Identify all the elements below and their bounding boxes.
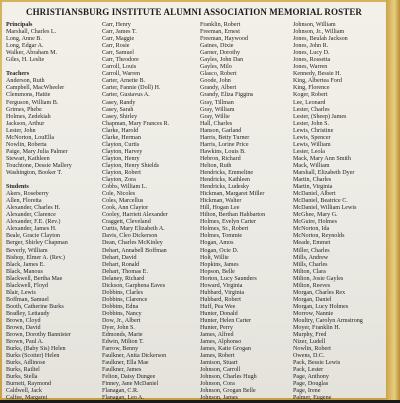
roster-name: Burnett, Raymond (6, 381, 52, 388)
roster-name: Hebron, Richard (200, 155, 241, 162)
roster-name: Milton, Clara (293, 268, 326, 275)
roster-name: Huff, Pea Wee (200, 303, 236, 310)
roster-name: Delaney, Richard (102, 275, 145, 282)
roster-name: Page, Irene (293, 388, 321, 395)
roster-column-1 (6, 22, 100, 403)
roster-name: Casey, Sarah (102, 106, 134, 113)
roster-name: Dobbins, Edna (102, 303, 139, 310)
roster-name: Koger, Robert (293, 92, 328, 99)
roster-name: James, Robert (200, 353, 235, 360)
roster-name: King, Albertea Ford (293, 78, 342, 85)
roster-name: Martin, Virginia (293, 184, 333, 191)
roster-name: Mills, Charles (293, 261, 328, 268)
roster-name: Holmes, Sr., Robert (200, 226, 249, 233)
roster-name: Holmes, Zedekiah (6, 113, 51, 120)
roster-name: James, Katie Grogan (200, 346, 251, 353)
roster-name: McDaniel, Albert (293, 191, 336, 198)
roster-name: Faulkner, Anita Dickerson (102, 353, 167, 360)
roster-name: Carr, Theodore (102, 57, 139, 64)
section-heading: Students (6, 184, 29, 191)
roster-name: Brown, David (6, 325, 41, 332)
roster-name: Faulkner, Ella Mae (102, 360, 149, 367)
roster-name: Nizer, Ludell (293, 339, 326, 346)
roster-name: Johnson, Jr., William (293, 29, 345, 36)
roster-name: Burks (Scotter) Helen (6, 353, 60, 360)
roster-name: Johnson, Cora (200, 381, 235, 388)
section-heading: Principals (6, 22, 33, 28)
roster-name: Hawkins, Louis B. (200, 148, 246, 155)
roster-name: Dobbins, Nancy (102, 310, 142, 317)
roster-name: Casey, Randy (102, 99, 136, 106)
roster-name: Burks, Railtel (6, 367, 40, 374)
roster-name: McNorton, LouElla (6, 134, 55, 141)
roster-name: Carr, Henry (102, 22, 131, 28)
roster-name: Bradley, Lettaudy (6, 310, 50, 317)
roster-name: Cooley, Harriett Alexander (102, 212, 168, 219)
roster-name: Beale, Gracie Clayton (6, 233, 60, 240)
roster-name: Finney, Jane McDaniel (102, 381, 159, 388)
roster-name: Akers, Roseberry (6, 191, 49, 198)
roster-name: Felton, Daisy Dungee (102, 374, 156, 381)
roster-name: Jamison, Stuart (200, 360, 238, 367)
roster-name: Grimes, Phebe (6, 106, 42, 113)
roster-name: Carter, Arnette B. (102, 78, 146, 85)
roster-name: Johnson, Charles Hugh (200, 374, 257, 381)
roster-name: Burks, Stella (6, 374, 38, 381)
section-heading: Teachers (6, 71, 30, 78)
roster-name: Burks, (Baby Sis) Helen (6, 346, 66, 353)
roster-name: Flanagan, Leo A. (102, 395, 144, 402)
roster-name: Brown, Dorothy Bannister (6, 332, 71, 339)
roster-name: Burks, Adlinose (6, 360, 46, 367)
roster-name: Lewis, William (293, 141, 331, 148)
roster-column-3 (200, 22, 294, 403)
roster-name: Hunter, Perry (200, 325, 233, 332)
roster-name: Lewis, Spencer (293, 134, 331, 141)
roster-name: Clayton, Curtis (102, 141, 140, 148)
roster-name: Alexander, F.E. (Rev.) (6, 219, 61, 226)
roster-name: Marshall, Elizabeth Dyer (293, 169, 355, 176)
roster-name: Clayton, Henry Shields (102, 162, 160, 169)
roster-name: Palmer, Eugene (293, 395, 332, 402)
roster-panel (2, 2, 386, 402)
roster-name: Morgan, Charles Rex (293, 289, 346, 296)
roster-name: Casey, Shirley (102, 113, 138, 120)
roster-name: Howard, Virginia (200, 282, 243, 289)
roster-name: Blackwell, Floyd (6, 282, 48, 289)
roster-name: Brown, Cloyd (6, 317, 41, 324)
roster-name: Clayton, Robert (102, 169, 141, 176)
roster-name: Freeman, Haywood (200, 36, 249, 43)
roster-name: Carr, Maggie (102, 36, 135, 43)
roster-name: Allen, Floretta (6, 198, 42, 205)
roster-name: Dow, Jr., Albert (102, 317, 141, 324)
roster-name: Milton, Reeves (293, 282, 331, 289)
roster-name: Harris, Betty Turner (200, 134, 250, 141)
roster-name: Miller, Charles (293, 247, 330, 254)
spacer (6, 64, 100, 71)
roster-title: CHRISTIANSBURG INSTITUTE ALUMNI ASSOCIATION MEMORIAL ROSTER (25, 7, 363, 17)
roster-name: Dehart, Annabell Boffman (102, 247, 167, 254)
roster-name: Morrow, Nannie (293, 310, 334, 317)
roster-name: Mack, William (293, 162, 330, 169)
roster-name: Carroll, Louis (102, 64, 137, 71)
roster-name: Hunter, Donald (200, 310, 238, 317)
roster-name: Curtis, Mary Elizabeth A. (102, 226, 165, 233)
roster-name: James, Alfred (200, 332, 234, 339)
roster-name: Milton, Josie Gayles (293, 275, 344, 282)
roster-name: Carroll, Warren (102, 71, 140, 78)
roster-name: Nowlin, Roberta (6, 141, 47, 148)
roster-name: Grandy, Albert (200, 85, 237, 92)
roster-name: Calfee, Margaret (6, 395, 48, 402)
roster-name: Jackson, Arthur (6, 120, 45, 127)
roster-name: Glasco, Robert (200, 71, 237, 78)
roster-name: Black, Manous (6, 268, 43, 275)
roster-name: Carter, Gustavus A. (102, 92, 150, 99)
roster-name: Holt, Willie (200, 254, 229, 261)
roster-name: Gayles, Milo (200, 64, 232, 71)
roster-name: Jones, John R. (293, 43, 329, 50)
roster-name: Carr, Samuel (102, 50, 134, 57)
roster-name: Jones, Rossetta (293, 57, 331, 64)
roster-name: Hill, Hogan Lee (200, 205, 240, 212)
roster-name: Boffman, Samuel (6, 296, 49, 303)
roster-name: Clayton, Zora (102, 177, 136, 184)
roster-name: Freeman, Ernest (200, 29, 240, 36)
roster-name: Nowlin, Robert (293, 346, 331, 353)
roster-name: Hickman, Margaret Miller (200, 191, 265, 198)
roster-name: Gray, Willie (200, 113, 230, 120)
roster-name: Long, Anne B. (6, 36, 42, 43)
roster-name: Blair, Lewis (6, 289, 36, 296)
roster-name: Lester, (Sheep) James (293, 113, 347, 120)
roster-name: Jones, Beulah Jackson (293, 36, 348, 43)
roster-name: Paige, Mary Julia Palmer (6, 148, 68, 155)
roster-name: Hanson, Garland (200, 127, 242, 134)
roster-name: Dehart, Ronald (102, 261, 140, 268)
roster-name: Hogan, Ocie D. (200, 247, 239, 254)
roster-name: Caldwell, Jack (6, 388, 42, 395)
roster-name: Dyer, John S. (102, 325, 135, 332)
roster-name: James, Alphonso (200, 339, 242, 346)
roster-name: Hopson, Belle (200, 268, 235, 275)
roster-name: Gaines, Dixie (200, 43, 234, 50)
roster-name: Clarke, Herman (102, 134, 141, 141)
roster-name: Pack, Lester (293, 367, 324, 374)
roster-name: Campbell, MacWheeler (6, 85, 65, 92)
roster-name: Dehart, Thomas E. (102, 268, 148, 275)
roster-name: Cook, Ann Claytor (102, 205, 149, 212)
roster-name: McDaniel, William Lewis (293, 205, 357, 212)
roster-name: Johnson, James (200, 395, 238, 402)
roster-name: Gray, William (200, 106, 235, 113)
roster-name: Moultry, Carolyn Armstrong (293, 317, 363, 324)
roster-name: Hickman, Walter (200, 198, 242, 205)
roster-name: Carr, Rosie (102, 43, 130, 50)
roster-name: Hall, Charles (200, 120, 233, 127)
roster-name: Coles, Marcellus (102, 198, 144, 205)
roster-name: Goode, John (200, 78, 231, 85)
roster-column-2 (102, 22, 196, 403)
roster-name: Clemmons, Hattie (6, 92, 51, 99)
roster-name: Clayton, Harvey (102, 148, 143, 155)
roster-name: Black, James E. (6, 261, 45, 268)
roster-name: Johnson, Carroll (200, 367, 241, 374)
roster-name: Page, Douglas (293, 381, 329, 388)
roster-name: Hendricks, Kathleen (200, 177, 251, 184)
roster-name: Dobbins, Clarence (102, 296, 148, 303)
roster-name: Edwin, Milton T. (102, 339, 144, 346)
roster-name: Gray, Tillman (200, 99, 234, 106)
roster-name: Garner, Dorothy (200, 50, 241, 57)
roster-name: Grandy, Eliza Figgins (200, 92, 254, 99)
roster-name: Ferguson, William B. (6, 99, 59, 106)
roster-name: Morgan, Lucy Holmes (293, 303, 349, 310)
roster-name: Long, Edgar A. (6, 43, 44, 50)
roster-name: Dehart, David (102, 254, 137, 261)
roster-name: Dickson, Garphena Eaves (102, 282, 166, 289)
roster-name: Morgan, Daniel (293, 296, 332, 303)
roster-name: Washington, Booker T. (6, 169, 63, 176)
roster-name: Hopkins, James (200, 261, 239, 268)
roster-name: Lester, John S. (293, 120, 329, 127)
roster-name: Craggett, Cleveland (102, 219, 151, 226)
roster-name: Hubbard, Robert (200, 296, 241, 303)
roster-name: Chapman, Mary Frances R. (102, 120, 170, 127)
roster-name: Mills, Andrew (293, 254, 329, 261)
roster-name: Murphy, Fred (293, 332, 327, 339)
roster-name: McGuire, Holmes (293, 219, 338, 226)
roster-name: Johnson, Grogan Belle (200, 388, 256, 395)
roster-name: Walker, Abraham M. (6, 50, 58, 57)
roster-name: Brown, Paul A. (6, 339, 44, 346)
roster-name: Kennedy, Bessie H. (293, 71, 342, 78)
roster-name: Jones, Warren (293, 64, 328, 71)
roster-name: Lester, Leola (293, 148, 325, 155)
roster-name: Stewart, Kathleen (6, 155, 50, 162)
roster-name: Faulkner, James (102, 367, 142, 374)
roster-name: Flanagan, C.R. (102, 388, 139, 395)
roster-name: Holmes, Evelyn Carter (200, 219, 257, 226)
roster-name: Anderson, Ruth (6, 78, 45, 85)
roster-name: Johnson, William (293, 22, 336, 28)
roster-name: Clayton, Henry (102, 155, 140, 162)
roster-name: Lester, John (6, 127, 36, 134)
roster-name: Harris, Lorine Price (200, 141, 249, 148)
roster-name: Alexander, James H. (6, 226, 57, 233)
roster-name: Pack, Bessie Lewis (293, 360, 341, 367)
roster-name: Mack, Mary Ann Smith (293, 155, 351, 162)
roster-name: Hendricks, Emmeline (200, 169, 254, 176)
roster-name: Page, Anthony (293, 374, 329, 381)
plaque-edge (386, 0, 400, 400)
roster-name: Touchtone, Dessie Mallery (6, 162, 72, 169)
roster-name: Bishop, Elmer A. (Rev.) (6, 254, 65, 261)
roster-name: Hogan, Amos (200, 240, 234, 247)
roster-name: Davis, Cleo Dickerson (102, 233, 158, 240)
roster-name: Meade, Emmet (293, 240, 331, 247)
roster-name: Hubbard, Virginia (200, 289, 245, 296)
roster-name: Gayles, John Dan (200, 57, 244, 64)
roster-name: Lewis, Christine (293, 127, 334, 134)
roster-name: Moyer, Franklin H. (293, 325, 341, 332)
roster-name: Blackwell, Bertha Mae (6, 275, 63, 282)
roster-name: McNorton, Reynolds (293, 233, 345, 240)
roster-name: Hendricks, Ludesky (200, 184, 250, 191)
roster-name: Alexander, Charles H. (6, 205, 61, 212)
roster-name: McNorton, Ida (293, 226, 330, 233)
roster-name: Lee, Leonard (293, 99, 326, 106)
roster-name: Dobbins, Clarles (102, 289, 143, 296)
roster-column-4 (293, 22, 387, 403)
roster-name: Carter, Fannie (Doll) H. (102, 85, 161, 92)
roster-name: Lester, Charles (293, 106, 330, 113)
roster-name: Martin, Charles (293, 177, 332, 184)
roster-name: Alexander, Clarence (6, 212, 56, 219)
roster-name: King, Florence (293, 85, 330, 92)
roster-name: Horton, Lucy Saunders (200, 275, 257, 282)
roster-name: Dean, Charles McKinley (102, 240, 163, 247)
roster-name: Jones, Lucy D. (293, 50, 330, 57)
roster-name: Helton, Ruth (200, 162, 232, 169)
roster-name: Franklin, Robert (200, 22, 241, 28)
roster-name: Hunter, Helen Carter (200, 317, 252, 324)
roster-name: Carr, James T. (102, 29, 137, 36)
roster-name: Beverly, William (6, 247, 48, 254)
spacer (6, 177, 100, 184)
roster-name: Edmonds, Marie (102, 332, 143, 339)
roster-name: Berger, Shirley Chapman (6, 240, 68, 247)
roster-name: Cobbs, William L. (102, 184, 148, 191)
roster-name: Clarke, Harold (102, 127, 139, 134)
roster-name: McGhee, Mary G. (293, 212, 338, 219)
roster-name: Marshall, Charles L. (6, 29, 57, 36)
roster-name: McDaniel, Beatrice C. (293, 198, 348, 205)
roster-name: Farrow, Benny (102, 346, 139, 353)
roster-name: Holmes, Tommie (200, 233, 243, 240)
roster-name: Cole, Nicoles (102, 191, 136, 198)
roster-name: Booth, Catherine Burks (6, 303, 64, 310)
roster-name: Hilton, Berthan Hahbarton (200, 212, 266, 219)
roster-name: Owens, D.C. (293, 353, 325, 360)
roster-name: Giles, H. Leslie (6, 57, 45, 64)
